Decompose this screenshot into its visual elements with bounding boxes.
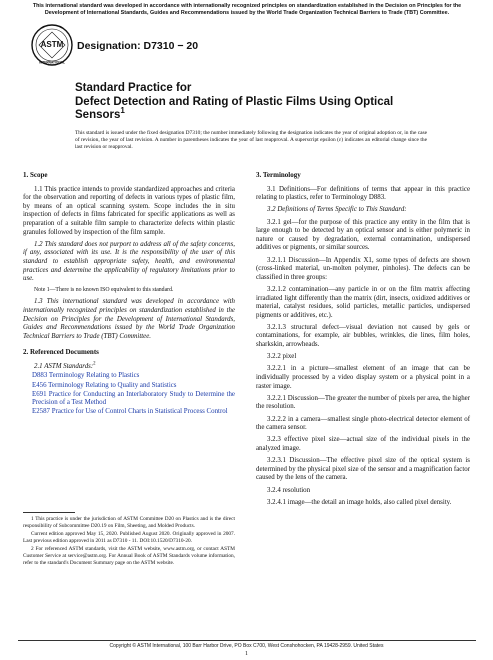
para-3-2-3: 3.2.3 effective pixel size—actual size of the individual pixels in the analyzed image. [256,436,470,452]
header-banner: This international standard was developed in accordance with internationally recognized principles on standardization established in the Decision on Principles for the Development of International Standards, Guides and Recommendations issued by the World Trade Organization Technical Barriers to Trade (TBT) Committee. [32,3,462,16]
designation: Designation: D7310 − 20 [77,40,199,52]
para-3-2-2-1-discussion: 3.2.2.1 Discussion—The greater the number of pixels per area, the higher the resolution. [256,394,470,411]
para-3-2-1: 3.2.1 gel—for the purpose of this practice any entity in the film that is large enough to be detected by an optical sensor and is either polymeric in nature or caused by degradation, external contamination, undispersed additives or pigments, or similar sources. [256,218,470,252]
footnotes [23,516,235,568]
para-3-2-3-1: 3.2.3.1 Discussion—The effective pixel size of the optical system is determined by the physical pixel size of the sensor and a magnification factor caused by the lens of the camera. [256,457,470,482]
para-3-2-1-2: 3.2.1.2 contamination—any particle in or on the film matrix affecting irradiated light differently than the matrix (dirt, insects, oxidized additives or material, catalyst residues, solid particles, metallic particles, undispersed pigments or additives, etc.). [256,285,470,319]
standard-note: This standard is issued under the fixed designation D7310; the number immediately following the designation indicates the year of original adoption or, in the case of revision, the year of last revision. A number in parentheses indicates the year of last reapproval. A superscript epsilon (ε) indicates an editorial change since the last revision or reapproval. [75,130,427,150]
para-3-2-4: 3.2.4 resolution [267,486,311,494]
para-3-2-1-1: 3.2.1.1 Discussion—In Appendix X1, some types of defects are shown (cross-linked material, un-molten polymer, pinholes). The defects can be classified in three groups: [256,256,470,281]
terminology-heading: 3. Terminology [256,171,301,179]
para-1-2: 1.2 This standard does not purport to address all of the safety concerns, if any, associated with its use. It is the responsibility of the user of this standard to establish appropriate safety, health, and environmental practices and determine the applicability of regulatory limitations prior to use. [23,240,235,283]
footnote-2: 2 For referenced ASTM standards, visit the ASTM website, www.astm.org, or contact ASTM Customer Service at service@astm.org. For Annual Book of ASTM Standards volume information, refer to the standard's Document Summary page on the ASTM website. [23,546,235,566]
ref-e2587[interactable]: E2587 Practice for Use of Control Charts in Statistical Process Control [32,408,228,416]
note-1: Note 1—There is no known ISO equivalent to this standard. [34,287,174,294]
para-3-2-4-1: 3.2.4.1 image—the detail an image holds, also called pixel density. [267,498,452,506]
left-column [23,171,235,417]
title-footnote-mark: 1 [120,106,125,116]
ref-e456[interactable]: E456 Terminology Relating to Quality and Statistics [32,381,177,389]
page-number: 1 [245,651,248,657]
references-heading: 2. Referenced Documents [23,348,99,357]
footnote-rule [23,512,75,513]
svg-text:ASTM: ASTM [40,40,64,49]
para-3-2-2-2: 3.2.2.2 in a camera—smallest single photo-electrical detector element of the camera sensor. [256,415,470,432]
footnote-1: 1 This practice is under the jurisdiction of ASTM Committee D20 on Plastics and is the direct responsibility of Subcommittee D20.19 on Film, Sheeting, and Molded Products. [23,516,235,529]
title-line-2: Defect Detection and Rating of Plastic Films Using Optical [75,95,394,108]
astm-logo-icon [31,24,73,66]
para-3-2-2: 3.2.2 pixel [267,353,297,361]
para-1-3: 1.3 This international standard was developed in accordance with internationally recognized principles on standardization established in the Decision on Principles for the Development of International Standards, Guides and Recommendations issued by the World Trade Organization Technical Barriers to Trade (TBT) Committee. [23,298,235,340]
footnote-1-edition: Current edition approved May 15, 2020. Published August 2020. Originally approved in 2007. Last previous edition approved in 2011 as D7310 - 11. DOI:10.1520/D7310-20. [23,531,235,544]
footer-rule [18,640,476,641]
para-2-1: 2.1 ASTM Standards: [34,362,94,370]
ref-footnote-mark: 2 [93,361,96,367]
title-line-3: Sensors [75,109,121,121]
para-3-2-2-1: 3.2.2.1 in a picture—smallest element of an image that can be individually processed by a video display system or a physical point in a raster image. [256,365,470,390]
scope-heading: 1. Scope [23,171,48,179]
ref-d883[interactable]: D883 Terminology Relating to Plastics [32,372,140,380]
para-3-2: 3.2 Definitions of Terms Specific to This Standard: [267,206,407,214]
copyright-line: Copyright © ASTM International, 100 Barr Harbor Drive, PO Box C700, West Conshohocken, PA 19428-2959. United States [109,643,384,649]
svg-text:INTERNATIONAL: INTERNATIONAL [39,60,65,65]
right-column [256,171,470,511]
title-line-1: Standard Practice for [75,82,192,94]
ref-e691[interactable]: E691 Practice for Conducting an Interlaboratory Study to Determine the Precision of a Test Method [32,390,235,407]
para-3-2-1-3: 3.2.1.3 structural defect—visual deviation not caused by gels or contaminations, for example, air bubbles, wrinkles, die lines, film holes, sharkskin, arrowheads. [256,323,470,349]
para-1-1: 1.1 This practice intends to provide standardized approaches and criteria for the observation and reporting of defects in various types of plastic film, by means of an optical scanning system. Scope includes the in situ inspection of defects in films fabricated for specific applications as well as preparation of a suitable film sample to characterize defects within plastic granules followed by inspection of the film sample. [23,185,235,236]
para-3-1: 3.1 Definitions—For definitions of terms that appear in this practice relating to plastics, refer to Terminology D883. [256,185,470,202]
document-title [75,82,435,123]
